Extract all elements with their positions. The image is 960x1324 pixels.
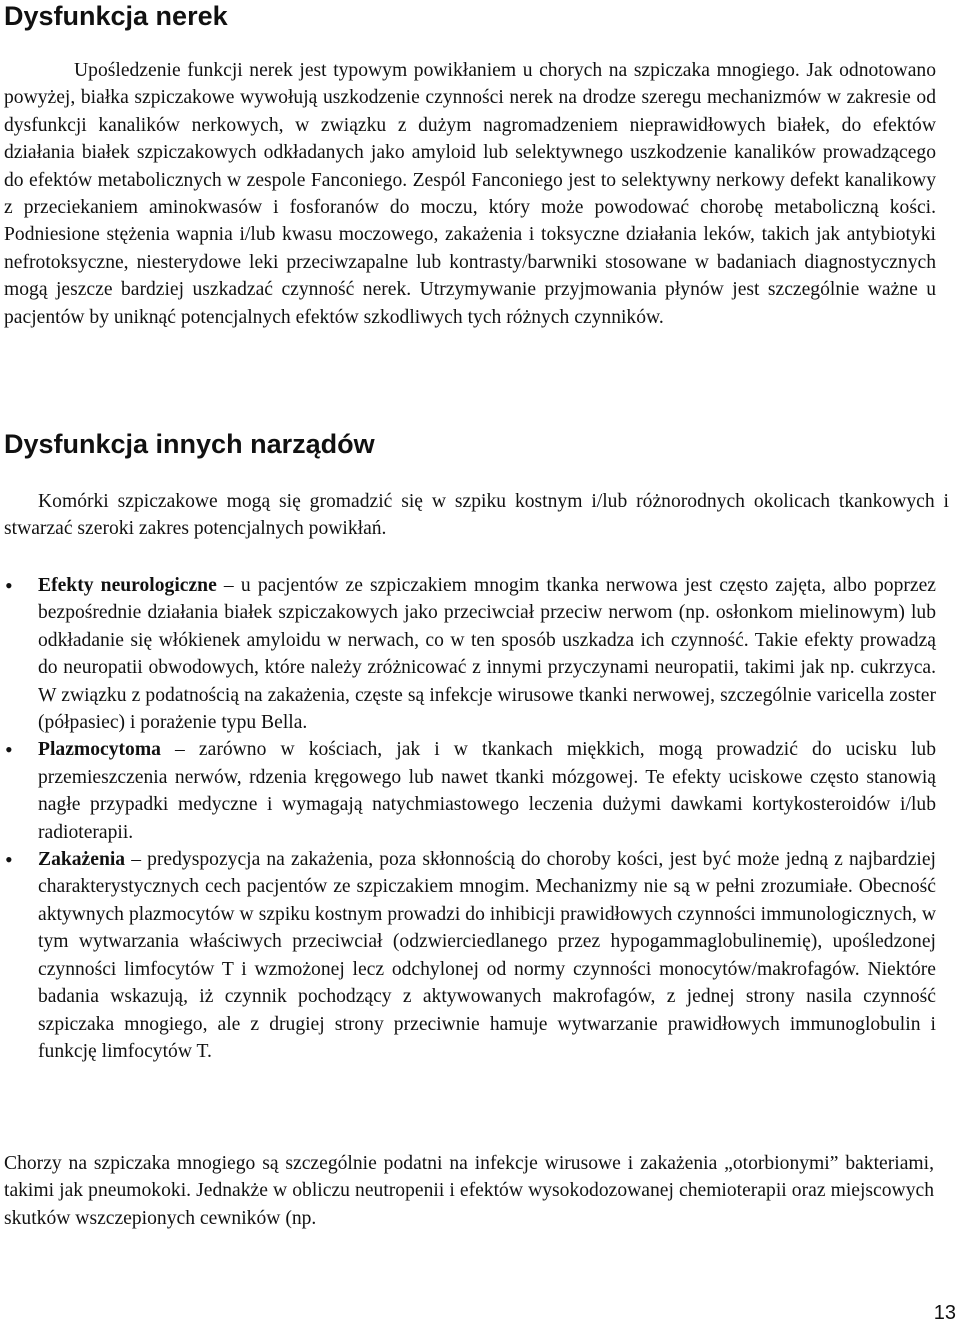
bullet-icon: • — [5, 847, 13, 873]
bullet-icon: • — [5, 573, 13, 598]
text-infections: – predyspozycja na zakażenia, poza skłonnością do choroby kości, jest być może jedną z najbardziej charakterystycznych cech pacjentów ze szpiczakiem mnogim. Mechanizmy nie są w pełni zrozumiałe. Obecność aktywnych plazmocytów w szpiku kostnym prowadzi do inhibicji prawidłowych czynności immunologicznych, w tym wytwarzania właściwych przeciwciał (odzwierciedlanego przez hypogammaglobulinemię), upośledzonej czynności limfocytów T i wzmożonej lecz odchylonej od normy czynności monocytów/makrofagów. Niektóre badania wskazują, iż czynnik pochodzący z aktywowanych makrofagów, z jednej strony nasila czynność szpiczaka mnogiego, ale z drugiej strony przeciwnie hamuje wytwarzanie prawidłowych immunoglobulin i funkcję limfocytów T. — [38, 849, 936, 1062]
other-organs-intro: Komórki szpiczakowe mogą się gromadzić się w szpiku kostnym i/lub różnorodnych okolicach tkankowych i stwarzać szeroki zakres potencjalnych powikłań. — [4, 491, 949, 540]
term-plasmacytoma: Plazmocytoma — [38, 739, 161, 761]
page-number: 13 — [933, 1302, 956, 1324]
bullet-icon: • — [5, 737, 13, 763]
kidney-paragraph: Upośledzenie funkcji nerek jest typowym powikłaniem u chorych na szpiczaka mnogiego. Jak odnotowano powyżej, białka szpiczakowe wywołują uszkodzenie czynności nerek na drodze szeregu mechanizmów w zakresie od dysfunkcji kanalików nerkowych, w związku z dużym nagromadzeniem nieprawidłowych białek, do efektów działania białek szpiczakowych odkładanych jako amyloid lub selektywnego uszkodzenie kanalików prowadzącego do efektów metabolicznych w zespole Fanconiego. Zespól Fanconiego jest to selektywny nerkowy defekt kanalikowy z przeciekaniem aminokwasów i fosforanów do moczu, który może powodować chorobę metaboliczną kości. Podniesione stężenia wapnia i/lub kwasu moczowego, zakażenia i toksyczne działania leków, takich jak antybiotyki nefrotoksyczne, niesterydowe leki przeciwzapalne lub kontrasty/barwniki stosowane w badaniach diagnostycznych mogą jeszcze bardziej uszkadzać czynność nerek. Utrzymywanie przyjmowania płynów jest szczególnie ważne u pacjentów by uniknąć potencjalnych efektów szkodliwych tych różnych czynników. — [4, 60, 936, 328]
list-item-neurological — [0, 572, 936, 736]
heading-kidney-dysfunction: Dysfunkcja nerek — [4, 1, 228, 31]
heading-other-organs-dysfunction: Dysfunkcja innych narządów — [4, 429, 375, 459]
term-infections: Zakażenia — [38, 849, 126, 871]
list-item-plasmacytoma — [0, 736, 936, 846]
closing-paragraph: Chorzy na szpiczaka mnogiego są szczególnie podatni na infekcje wirusowe i zakażenia „otorbionymi” bakteriami, takimi jak pneumokoki. Jednakże w obliczu neutropenii i efektów wysokodozowanej chemioterapii oraz miejscowych skutków wszczepionych cewników (np. — [4, 1153, 934, 1229]
text-neurological: – u pacjentów ze szpiczakiem mnogim tkanka nerwowa jest często zajęta, albo poprzez bezpośrednie działania białek szpiczakowych jako przeciwciał przeciw nerwom (np. osłonkom mielinowym) lub odkładanie się włókienek amyloidu w nerwach, co w ten sposób uszkadza ich czynność. Takie efekty prowadzą do neuropatii obwodowych, które należy zróżnicować z innymi przyczynami neuropatii, takimi jak np. cukrzyca. W związku z podatnością na zakażenia, częste są infekcje wirusowe tkanki nerwowej, szczególnie varicella zoster (półpasiec) i porażenie typu Bella. — [38, 575, 936, 734]
complications-list — [0, 572, 936, 1065]
term-neurological: Efekty neurologiczne — [38, 575, 217, 596]
list-item-infections — [0, 846, 936, 1065]
text-plasmacytoma: – zarówno w kościach, jak i w tkankach miękkich, mogą prowadzić do ucisku lub przemieszczenia nerwów, rdzenia kręgowego lub nawet tkanki mózgowej. Te efekty uciskowe często stanowią nagłe przypadki medyczne i wymagają natychmiastowego leczenia dużymi dawkami kortykosteroidów i/lub radioterapii. — [38, 739, 936, 843]
